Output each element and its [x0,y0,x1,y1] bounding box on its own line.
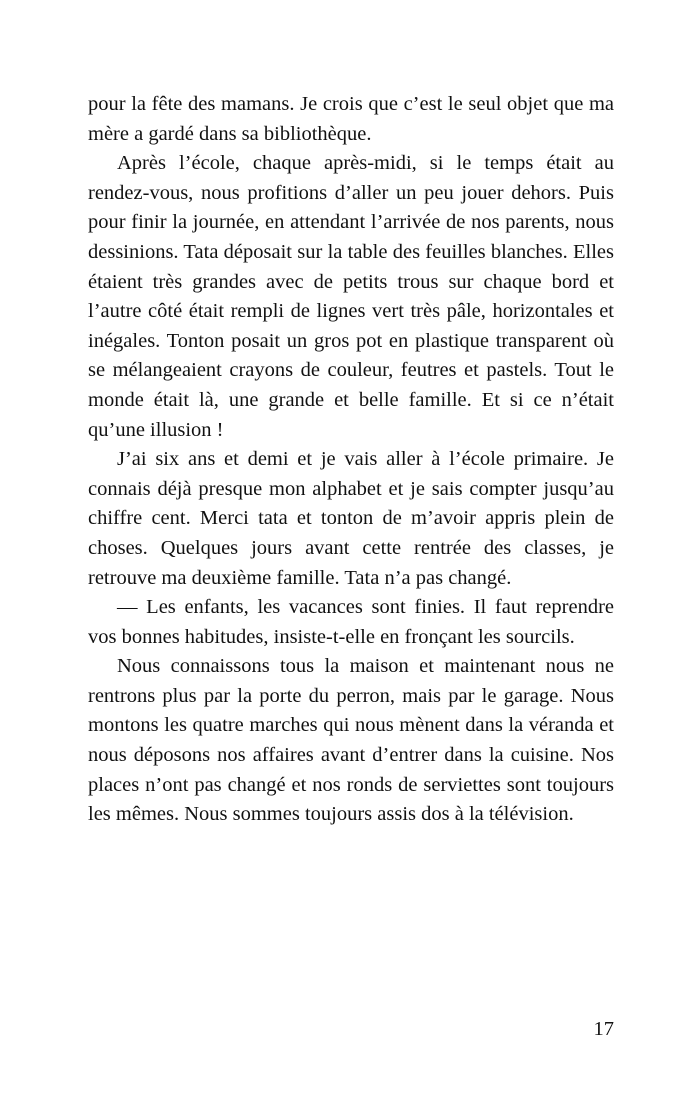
page-body [88,90,614,830]
paragraph-1: pour la fête des mamans. Je crois que c’est le seul objet que ma mère a gardé dans sa bibliothèque. [88,93,614,145]
paragraph-5: Nous connaissons tous la maison et maintenant nous ne rentrons plus par la porte du perron, mais par le garage. Nous montons les quatre marches qui nous mènent dans la véranda et nous déposons nos affaires avant d’entrer dans la cuisine. Nos places n’ont pas changé et nos ronds de serviettes sont toujours les mêmes. Nous sommes toujours assis dos à la télévision. [88,655,614,826]
page-number: 17 [593,1018,614,1040]
paragraph-3: J’ai six ans et demi et je vais aller à l’école primaire. Je connais déjà presque mon alphabet et je sais compter jusqu’au chiffre cent. Merci tata et tonton de m’avoir appris plein de choses. Quelques jours avant cette rentrée des classes, je retrouve ma deuxième famille. Tata n’a pas changé. [88,448,614,589]
paragraph-4-dialogue: — Les enfants, les vacances sont finies. Il faut reprendre vos bonnes habitudes, insiste-t-elle en fronçant les sourcils. [88,596,614,648]
paragraph-2: Après l’école, chaque après-midi, si le temps était au rendez-vous, nous profitions d’aller un peu jouer dehors. Puis pour finir la journée, en attendant l’arrivée de nos parents, nous dessinions. Tata déposait sur la table des feuilles blanches. Elles étaient très grandes avec de petits trous sur chaque bord et l’autre côté était rempli de lignes vert très pâle, horizontales et inégales. Tonton posait un gros pot en plastique transparent où se mélangeaient crayons de couleur, feutres et pastels. Tout le monde était là, une grande et belle famille. Et si ce n’était qu’une illusion ! [88,152,614,441]
